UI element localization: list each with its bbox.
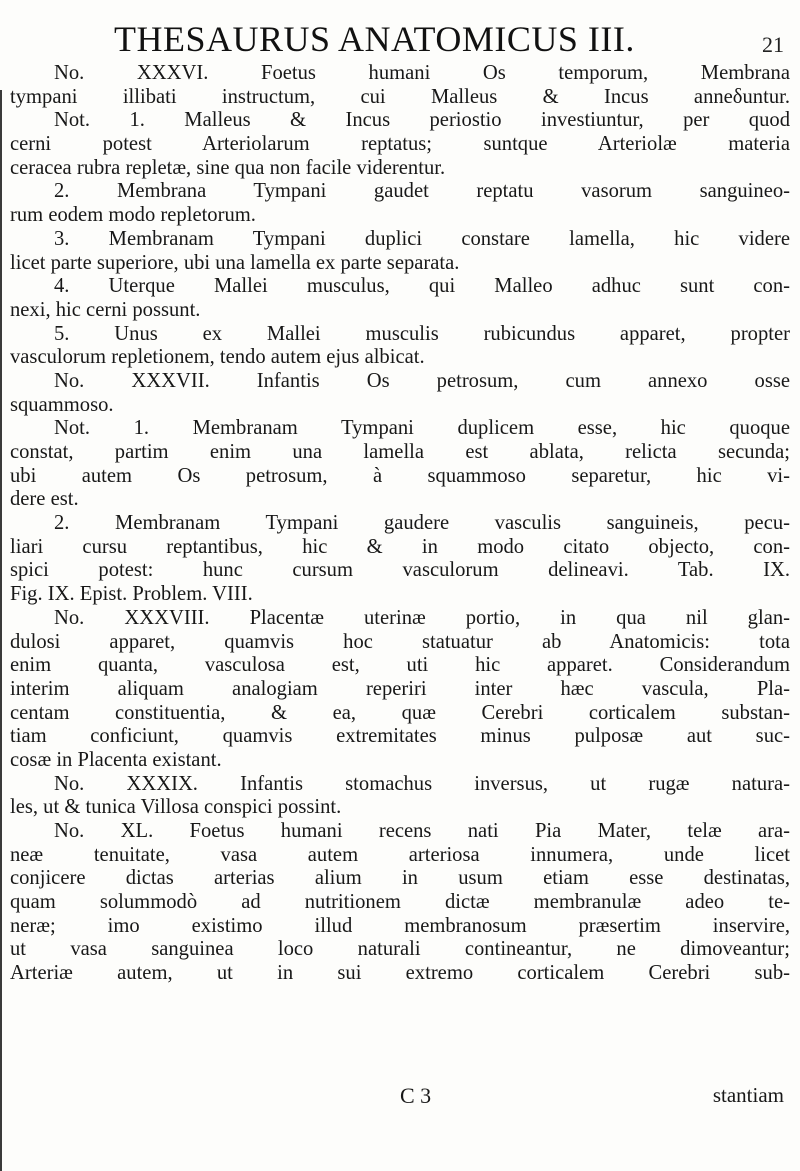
text-line: No. XXXIX. Infantis stomachus inversus, ut rugæ natura-	[54, 772, 790, 795]
text-line: conjicere dictas arterias alium in usum etiam esse destinatas,	[10, 867, 790, 890]
text-line: 2. Membranam Tympani gaudere vasculis sanguineis, pecu-	[54, 512, 790, 535]
running-title: THESAURUS ANATOMICUS III.	[114, 19, 635, 59]
text-line: les, ut & tunica Villosa conspici possint.	[10, 796, 342, 819]
text-line: Arteriæ autem, ut in sui extremo corticalem Cerebri sub-	[10, 962, 790, 985]
text-line: rum eodem modo repletorum.	[10, 204, 256, 227]
text-line: No. XXXVIII. Placentæ uterinæ portio, in qua nil glan-	[54, 606, 790, 629]
text-line: ceracea rubra repletæ, sine qua non facile viderentur.	[10, 156, 446, 179]
text-line: neæ tenuitate, vasa autem arteriosa innumera, unde licet	[10, 843, 790, 866]
text-line: centam constituentia, & ea, quæ Cerebri corticalem substan-	[10, 701, 790, 724]
text-line: cosæ in Placenta existant.	[10, 748, 222, 771]
text-line: nexi, hic cerni possunt.	[10, 298, 201, 321]
text-line: Not. 1. Membranam Tympani duplicem esse, hic quoque	[54, 417, 790, 440]
page-edge-shadow	[0, 90, 2, 1171]
text-line: quam solummodò ad nutritionem dictæ membranulæ adeo te-	[10, 891, 790, 914]
page-header	[96, 18, 784, 66]
text-line: licet parte superiore, ubi una lamella ex parte separata.	[10, 251, 460, 274]
body-text	[10, 62, 790, 986]
text-line: neræ; imo existimo illud membranosum præsertim inservire,	[10, 914, 790, 937]
text-line: 2. Membrana Tympani gaudet reptatu vasorum sanguineo-	[54, 180, 790, 203]
text-line: spici potest: hunc cursum vasculorum delineavi. Tab. IX.	[10, 559, 790, 582]
text-line: tympani illibati instructum, cui Malleus & Incus anneδuntur.	[10, 85, 790, 108]
text-line: dere est.	[10, 488, 79, 511]
text-line: ut vasa sanguinea loco naturali contineantur, ne dimoveantur;	[10, 938, 790, 961]
text-line: No. XL. Foetus humani recens nati Pia Mater, telæ ara-	[54, 820, 790, 842]
text-line: Not. 1. Malleus & Incus periostio investiuntur, per quod	[54, 109, 790, 132]
catchword: stantiam	[712, 1083, 784, 1107]
signature-mark: C 3	[400, 1083, 432, 1108]
text-line: No. XXXVI. Foetus humani Os temporum, Membrana	[54, 62, 790, 84]
text-line: enim quanta, vasculosa est, uti hic apparet. Considerandum	[10, 654, 790, 677]
text-line: Fig. IX. Epist. Problem. VIII.	[10, 583, 253, 606]
text-line: liari cursu reptantibus, hic & in modo citato objecto, con-	[10, 535, 790, 558]
text-line: interim aliquam analogiam reperiri inter hæc vascula, Pla-	[10, 677, 790, 700]
text-line: ubi autem Os petrosum, à squammoso separetur, hic vi-	[10, 464, 790, 487]
text-line: 4. Uterque Mallei musculus, qui Malleo adhuc sunt con-	[54, 275, 790, 298]
text-line: constat, partim enim una lamella est ablata, relicta secunda;	[10, 441, 790, 463]
page-number: 21	[762, 32, 784, 57]
text-line: tiam conficiunt, quamvis extremitates minus pulposæ aut suc-	[10, 725, 790, 748]
text-line: squammoso.	[10, 393, 114, 416]
text-line: 3. Membranam Tympani duplici constare lamella, hic videre	[54, 227, 790, 250]
text-line: cerni potest Arteriolarum reptatus; suntque Arteriolæ materia	[10, 133, 790, 156]
text-line: 5. Unus ex Mallei musculis rubicundus apparet, propter	[54, 322, 790, 345]
page-footer	[10, 1083, 790, 1109]
text-line: No. XXXVII. Infantis Os petrosum, cum annexo osse	[54, 369, 790, 392]
text-line: vasculorum repletionem, tendo autem ejus albicat.	[10, 346, 425, 369]
text-line: dulosi apparet, quamvis hoc statuatur ab Anatomicis: tota	[10, 630, 790, 653]
